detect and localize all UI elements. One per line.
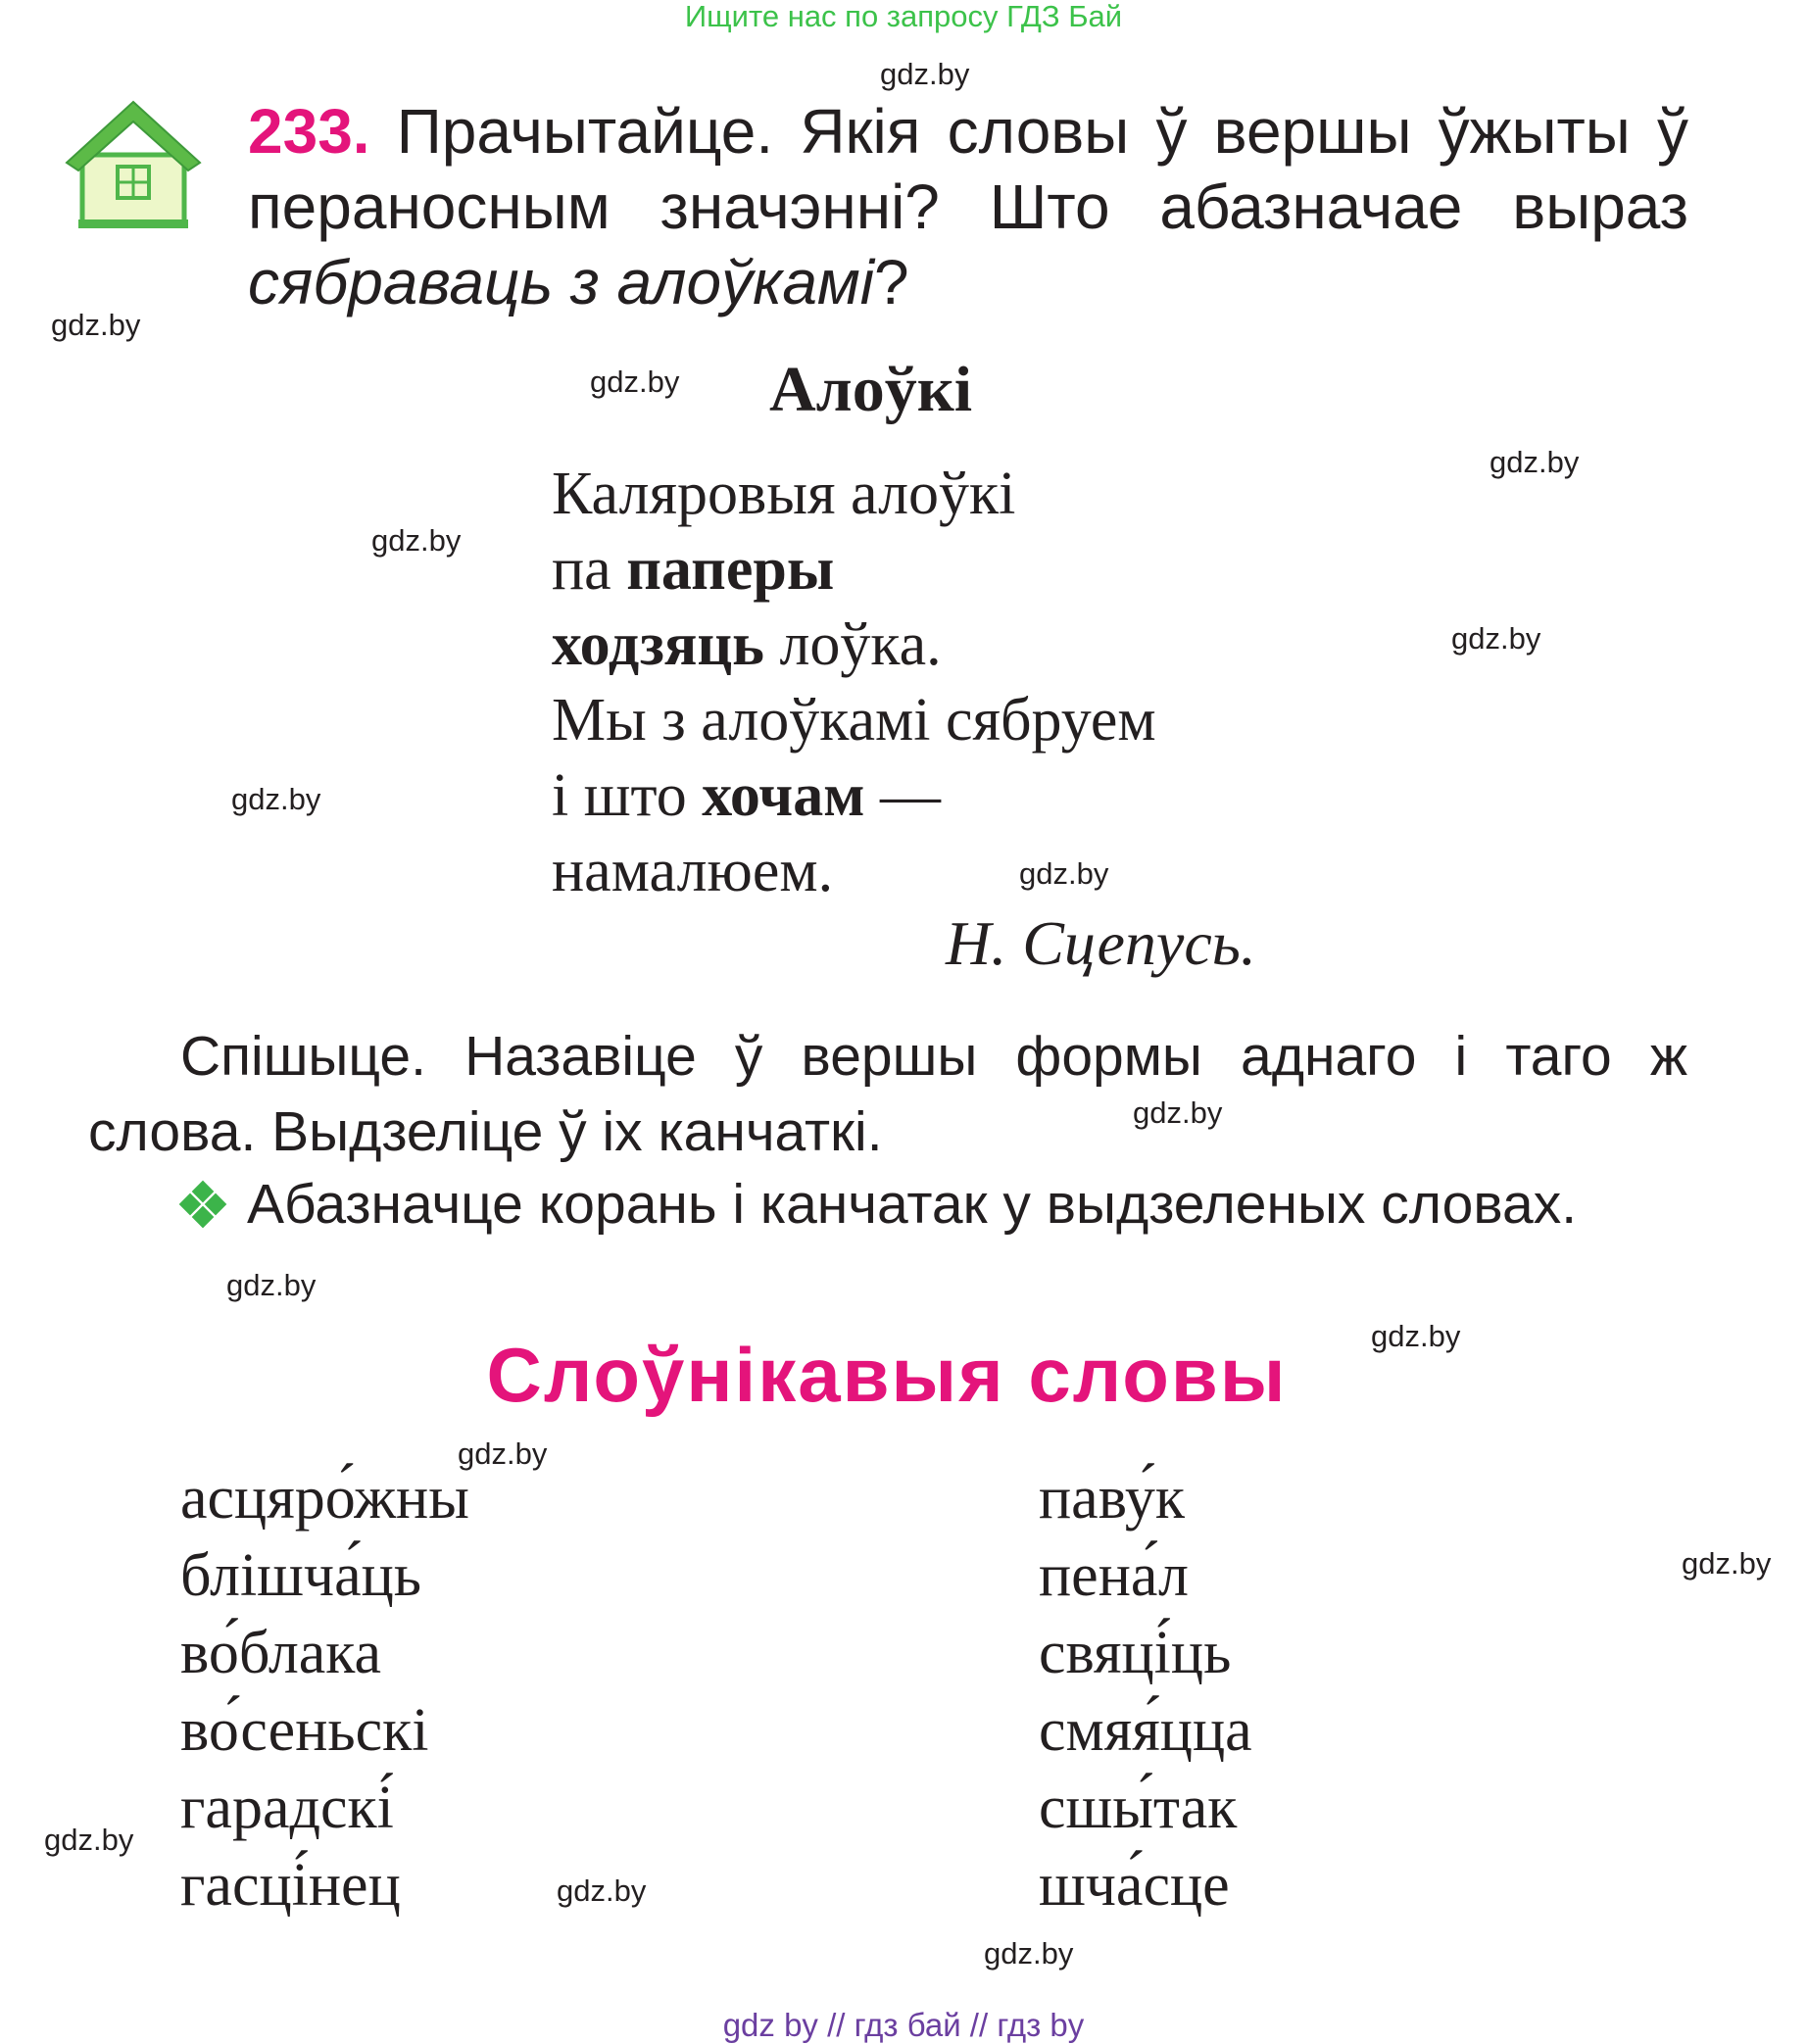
poem [552, 457, 1156, 909]
poem-author: Н. Сцепусь. [946, 908, 1256, 978]
watermark: gdz.by [880, 57, 970, 91]
vocabulary-word: во́блака [180, 1620, 382, 1686]
poem-line: Мы з алоўкамі сябруем [552, 687, 1156, 754]
diamond-bullet-icon [180, 1182, 225, 1227]
vocabulary-word: сшы́так [1039, 1775, 1238, 1841]
vocabulary-title: Слоўнікавыя словы [486, 1332, 1288, 1418]
poem-line: і што хочам — [552, 762, 941, 829]
footer-watermark: gdz by // гдз бай // гдз by [722, 2007, 1085, 2043]
poem-line: ходзяць лоўка. [552, 611, 942, 678]
watermark: gdz.by [226, 1268, 317, 1302]
watermark: gdz.by [231, 782, 321, 816]
watermark: gdz.by [44, 1823, 134, 1857]
watermark: gdz.by [371, 523, 462, 558]
poem-line: намалюем. [552, 838, 834, 904]
task-end: ? [874, 247, 909, 317]
vocabulary-word: гасці́нец [180, 1852, 401, 1919]
vocabulary-word: во́сеньскі [180, 1697, 429, 1764]
watermark: gdz.by [1133, 1095, 1223, 1130]
watermark: gdz.by [1019, 856, 1109, 891]
watermark: gdz.by [1490, 445, 1580, 479]
extra-task [180, 1172, 1577, 1237]
vocabulary-word: смяя́цца [1039, 1697, 1252, 1764]
poem-title: Алоўкі [769, 354, 973, 425]
vocabulary-word: гарадскі́ [180, 1775, 394, 1841]
watermark: gdz.by [557, 1874, 647, 1908]
vocabulary-word: паву́к [1039, 1465, 1185, 1532]
watermark: gdz.by [458, 1436, 548, 1471]
task-233 [248, 94, 1688, 320]
task-number: 233. [248, 96, 370, 167]
vocabulary-right-column [1039, 1460, 1252, 1924]
top-banner: Ищите нас по запросу ГДЗ Бай [684, 0, 1123, 33]
poem-line: па паперы [552, 536, 835, 603]
watermark: gdz.by [590, 365, 680, 399]
vocabulary-word: свяці́ць [1039, 1620, 1232, 1686]
watermark: gdz.by [1682, 1546, 1772, 1581]
task-italic-phrase: сябраваць з алоўкамі [248, 247, 874, 317]
extra-task-text: Абазначце корань і канчатак у выдзеленых словах. [247, 1173, 1578, 1236]
watermark: gdz.by [51, 308, 141, 342]
instruction-line: Спішыце. Назавіце ў вершы формы аднаго і таго ж [180, 1025, 1687, 1088]
instruction [88, 1019, 1687, 1170]
vocabulary-word: асцяро́жны [180, 1465, 469, 1532]
vocabulary-word: пена́л [1039, 1542, 1189, 1609]
vocabulary-word: блішча́ць [180, 1542, 422, 1609]
watermark: gdz.by [1451, 621, 1541, 656]
watermark: gdz.by [1371, 1319, 1461, 1353]
poem-line: Каляровыя алоўкі [552, 461, 1016, 527]
vocabulary-word: шча́сце [1039, 1852, 1230, 1919]
vocabulary-left-column [180, 1460, 469, 1924]
house-icon [65, 98, 202, 234]
watermark: gdz.by [984, 1936, 1074, 1971]
task-text: Прачытайце. Якія словы ў вершы ўжыты ў пераносным значэнні? Што абазначае выраз [248, 96, 1689, 242]
instruction-line: слова. Выдзеліце ў іх канчаткі. [88, 1100, 883, 1163]
